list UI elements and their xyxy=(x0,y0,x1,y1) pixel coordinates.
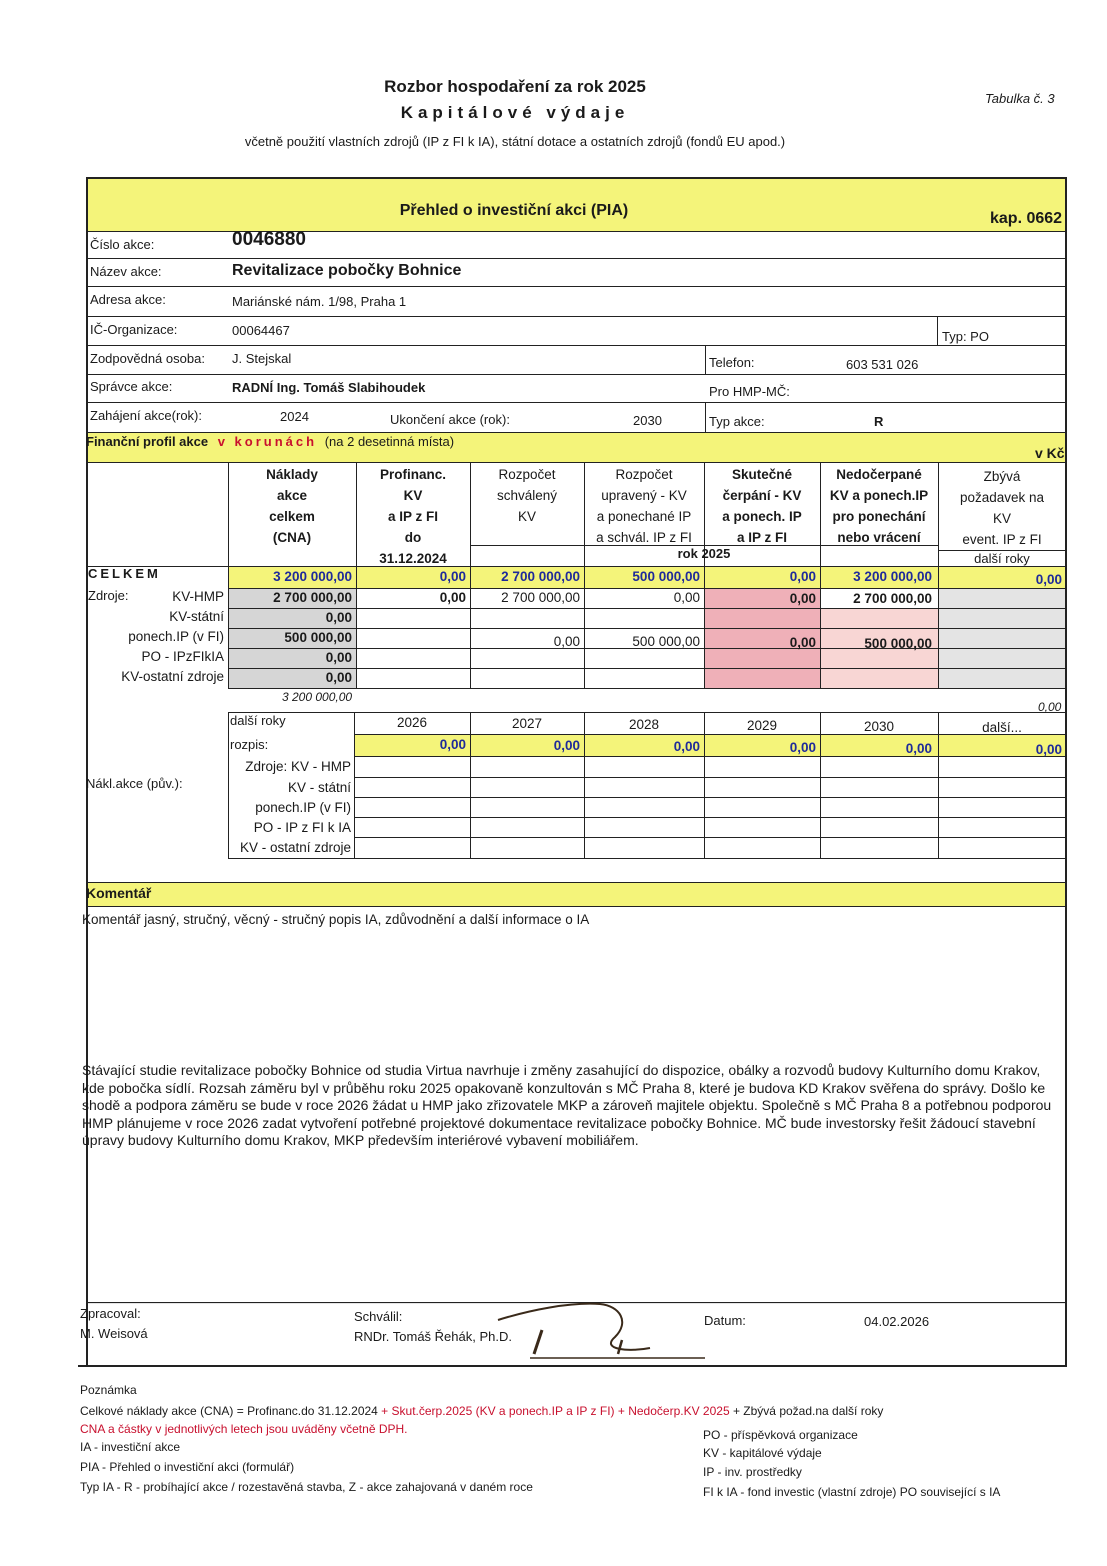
fin-profile-title xyxy=(86,434,454,449)
form-title: Přehled o investiční akci (PIA) xyxy=(399,202,629,219)
col-header-cna: Náklady akce celkem (CNA) xyxy=(266,467,318,545)
kv-hmp-profinanc: 0,00 xyxy=(439,590,466,605)
col-header-zbyva: Zbývá požadavek na KV event. IP z FI xyxy=(959,469,1045,547)
ponech-ip-schvaleny: 0,00 xyxy=(553,634,580,649)
celkem-upraveny: 500 000,00 xyxy=(632,569,700,584)
zdroje-label: Zdroje: xyxy=(88,588,129,603)
ponech-ip-skutecne: 0,00 xyxy=(789,635,816,650)
spravce-akce: RADNÍ Ing. Tomáš Slabihoudek xyxy=(232,380,426,395)
label-cislo: Číslo akce: xyxy=(90,237,155,252)
split-row-po-ip: PO - IP z FI k IA xyxy=(253,820,351,835)
split-row-kv-statni: KV - státní xyxy=(287,780,351,795)
ponech-ip-nedocerpane: 500 000,00 xyxy=(864,636,932,651)
remain-grey-cells xyxy=(938,588,1066,688)
nakl-akce-label: Nákl.akce (pův.): xyxy=(86,776,183,791)
remain-check-sum: 0,00 xyxy=(1038,700,1062,714)
year-2027: 2027 xyxy=(511,716,543,731)
notes-title: Poznámka xyxy=(80,1383,137,1397)
adresa-akce: Mariánské nám. 1/98, Praha 1 xyxy=(232,294,407,309)
year-dalsi: další... xyxy=(982,720,1022,735)
split-value-2029: 0,00 xyxy=(789,740,816,755)
celkem-profinanc: 0,00 xyxy=(439,569,466,584)
split-dalsi-roky: další roky xyxy=(230,713,286,728)
kv-ostatni-cna: 0,00 xyxy=(325,670,352,685)
telefon: 603 531 026 xyxy=(846,357,919,372)
table-number: Tabulka č. 3 xyxy=(985,91,1055,106)
label-nazev: Název akce: xyxy=(90,264,162,279)
split-value-2030: 0,00 xyxy=(905,741,932,756)
split-value-dalsi: 0,00 xyxy=(1035,742,1062,757)
page-description: včetně použití vlastních zdrojů (IP z FI k IA), státní dotace a ostatních zdrojů (fondů EU apod.) xyxy=(244,134,786,149)
schvalil-label: Schválil: xyxy=(354,1309,403,1324)
cislo-akce: 0046880 xyxy=(232,229,306,250)
datum-value: 04.02.2026 xyxy=(864,1314,930,1329)
currency-label: v Kč xyxy=(1035,445,1065,461)
kv-hmp-skutecne: 0,00 xyxy=(789,591,816,606)
datum-label: Datum: xyxy=(704,1313,746,1328)
celkem-nedocerpane: 3 200 000,00 xyxy=(853,569,932,584)
row-label-kv-hmp: KV-HMP xyxy=(172,589,224,604)
comment-text: Stávající studie revitalizace pobočky Bohnice od studia Virtua navrhuje i změny zasahující do dispozice, obálky a rozvodů budovy Kulturního domu Krakov, kde pobočka sídlí. Rozsah záměru byl v průběhu roku 2025 opakovaně konzultován s MČ Praha 8, které je budova KD Krakov svěřena do správy. Došlo ke shodě a podpora záměru se bude v roce 2026 žádat u HMP jako zřizovatele MKP a zároveň majitele objektu. Společně s MČ Praha 8 a potřebnou podporou HMP plánujeme v roce 2026 zadat vytvoření potřebné projektové dokumentace revitalizace pobočky Bohnice. MČ bude investorsky řešit žádoucí stavební úpravy budovy Kulturního domu Krakov, MKP především interiérové vybavení mobiliářem. xyxy=(82,1062,1052,1148)
zpracoval-name: M. Weisová xyxy=(80,1326,148,1341)
split-value-2028: 0,00 xyxy=(673,739,700,754)
cna-check-sum: 3 200 000,00 xyxy=(282,690,353,704)
dalsi-roky-label: další roky xyxy=(974,551,1030,566)
zodpovedna-osoba: J. Stejskal xyxy=(232,351,292,366)
label-telefon: Telefon: xyxy=(709,355,755,370)
notes-right-1: PO - příspěvková organizace xyxy=(703,1428,858,1442)
col-header-rozpocet-upraveny: Rozpočet upravený - KV a ponechané IP a schvál. IP z FI xyxy=(596,467,692,545)
label-ukonceni: Ukončení akce (rok): xyxy=(390,412,510,427)
label-adresa: Adresa akce: xyxy=(90,292,166,307)
kv-hmp-cna: 2 700 000,00 xyxy=(273,590,352,605)
split-value-2027: 0,00 xyxy=(553,738,580,753)
celkem-zbyva: 0,00 xyxy=(1035,572,1062,587)
notes-cna-part2: + Skut.čerp.2025 (KV a ponech.IP a IP z FI) + Nedočerp.KV 2025 xyxy=(377,1404,730,1418)
fin-profile-unit: v korunách xyxy=(217,434,318,449)
ic-organizace: 00064467 xyxy=(232,323,290,338)
split-row-ponech-ip: ponech.IP (v FI) xyxy=(255,800,351,815)
label-ic: IČ-Organizace: xyxy=(90,322,178,337)
fin-profile-note: (na 2 desetinná místa) xyxy=(324,434,455,449)
page-title: Rozbor hospodaření za rok 2025 xyxy=(384,77,646,96)
col-header-profinanc: Profinanc. KV a IP z FI do 31.12.2024 xyxy=(379,467,447,566)
col-header-skutecne: Skutečné čerpání - KV a ponech. IP a IP z FI xyxy=(722,467,802,545)
ponech-ip-cna: 500 000,00 xyxy=(284,630,352,645)
rok-2025-label: rok 2025 xyxy=(677,546,731,561)
typ-organizace: Typ: PO xyxy=(942,329,989,344)
row-label-kv-ostatni: KV-ostatní zdroje xyxy=(121,669,224,684)
year-2028: 2028 xyxy=(628,717,660,732)
kap-code: kap. 0662 xyxy=(990,210,1063,227)
split-rozpis: rozpis: xyxy=(230,737,269,752)
po-ip-cna: 0,00 xyxy=(325,650,352,665)
page-subtitle: Kapitálové výdaje xyxy=(400,103,630,122)
nazev-akce: Revitalizace pobočky Bohnice xyxy=(232,262,462,279)
celkem-label: CELKEM xyxy=(88,566,161,581)
label-pro-hmp: Pro HMP-MČ: xyxy=(709,384,790,399)
notes-cna-formula xyxy=(80,1404,883,1418)
label-zahajeni: Zahájení akce(rok): xyxy=(90,408,202,423)
notes-left-3: Typ IA - R - probíhající akce / rozestavěná stavba, Z - akce zahajovaná v daném roce xyxy=(80,1480,533,1494)
celkem-cna: 3 200 000,00 xyxy=(273,569,352,584)
row-label-ponech-ip: ponech.IP (v FI) xyxy=(128,629,224,644)
comment-band xyxy=(86,882,1066,906)
label-zodp: Zodpovědná osoba: xyxy=(90,351,205,366)
comment-label: Komentář xyxy=(86,885,152,901)
ukonceni-rok: 2030 xyxy=(633,413,662,428)
schvalil-name: RNDr. Tomáš Řehák, Ph.D. xyxy=(354,1329,512,1344)
notes-right-4: FI k IA - fond investic (vlastní zdroje) PO související s IA xyxy=(703,1485,1001,1499)
typ-akce: R xyxy=(874,414,884,429)
year-2030: 2030 xyxy=(863,719,895,734)
notes-cna-part1: Celkové náklady akce (CNA) = Profinanc.do 31.12.2024 xyxy=(80,1404,378,1418)
notes-cna-part3: + Zbývá požad.na další roky xyxy=(729,1404,884,1418)
comment-hint: Komentář jasný, stručný, věcný - stručný popis IA, zdůvodnění a další informace o IA xyxy=(82,912,590,927)
ponech-ip-upraveny: 500 000,00 xyxy=(632,634,700,649)
fin-profile-label: Finanční profil akce xyxy=(86,434,209,449)
split-value-2026: 0,00 xyxy=(439,737,466,752)
notes-dph: CNA a částky v jednotlivých letech jsou uváděny včetně DPH. xyxy=(80,1422,408,1436)
signature-graphic xyxy=(490,1292,720,1364)
notes-left-2: PIA - Přehled o investiční akci (formulář) xyxy=(80,1460,295,1474)
kv-hmp-upraveny: 0,00 xyxy=(673,590,700,605)
split-row-kv-ostatni: KV - ostatní zdroje xyxy=(239,840,351,855)
row-label-po-ip: PO - IPzFIkIA xyxy=(141,649,224,664)
notes-right-2: KV - kapitálové výdaje xyxy=(703,1446,822,1460)
year-2029: 2029 xyxy=(746,718,778,733)
kv-statni-cna: 0,00 xyxy=(325,610,352,625)
zahajeni-rok: 2024 xyxy=(280,409,309,424)
label-spravce: Správce akce: xyxy=(90,379,173,394)
label-typ-akce: Typ akce: xyxy=(709,414,765,429)
year-2026: 2026 xyxy=(396,715,428,730)
celkem-skutecne: 0,00 xyxy=(789,569,816,584)
col-header-nedocerpane: Nedočerpané KV a ponech.IP pro ponechání nebo vrácení xyxy=(829,467,929,545)
col-header-rozpocet-schvaleny: Rozpočet schválený KV xyxy=(496,467,558,524)
kv-hmp-nedocerpane: 2 700 000,00 xyxy=(853,591,932,606)
zpracoval-label: Zpracoval: xyxy=(80,1306,141,1321)
notes-right-3: IP - inv. prostředky xyxy=(703,1465,802,1479)
kv-hmp-schvaleny: 2 700 000,00 xyxy=(501,590,580,605)
celkem-schvaleny: 2 700 000,00 xyxy=(501,569,580,584)
row-label-kv-statni: KV-státní xyxy=(169,609,224,624)
notes-left-1: IA - investiční akce xyxy=(80,1440,181,1454)
split-row-kv-hmp: Zdroje: KV - HMP xyxy=(245,759,351,774)
